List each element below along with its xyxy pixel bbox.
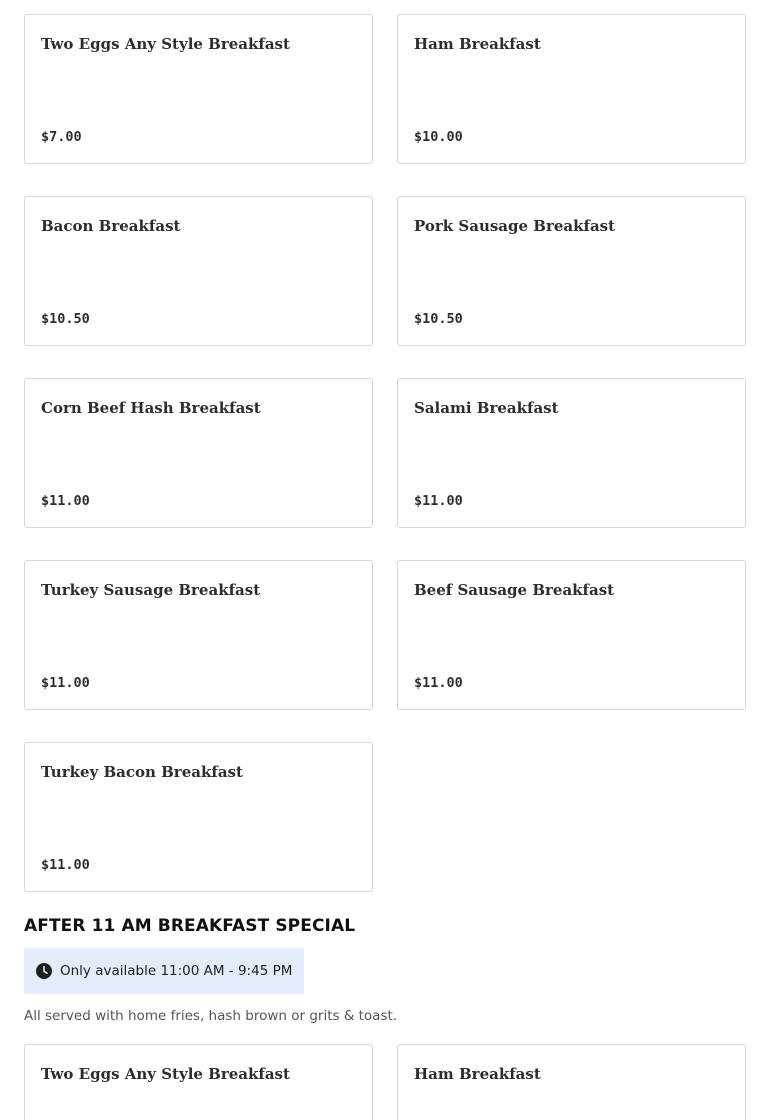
menu-item-card[interactable] xyxy=(397,14,746,164)
menu-item-name: Beef Sausage Breakfast xyxy=(414,581,615,599)
menu-item-price: $11.00 xyxy=(414,675,463,691)
menu-item-price: $10.00 xyxy=(414,129,463,145)
menu-item-name: Two Eggs Any Style Breakfast xyxy=(41,1065,290,1083)
menu-item-card[interactable] xyxy=(24,14,373,164)
menu-item-name: Bacon Breakfast xyxy=(41,217,181,235)
menu-item-card[interactable] xyxy=(24,742,373,892)
menu-item-name: Turkey Sausage Breakfast xyxy=(41,581,261,599)
menu-item-price: $10.50 xyxy=(414,311,463,327)
menu-item-name: Two Eggs Any Style Breakfast xyxy=(41,35,290,53)
menu-item-card[interactable] xyxy=(397,1044,746,1120)
menu-item-card[interactable] xyxy=(24,560,373,710)
menu-item-card[interactable] xyxy=(397,560,746,710)
menu-item-price: $11.00 xyxy=(41,675,90,691)
menu-item-price: $11.00 xyxy=(41,857,90,873)
special-items-grid xyxy=(24,1044,746,1120)
menu-item-card[interactable] xyxy=(397,378,746,528)
menu-item-card[interactable] xyxy=(24,1044,373,1120)
menu-item-card[interactable] xyxy=(397,196,746,346)
menu-item-price: $7.00 xyxy=(41,129,82,145)
availability-badge xyxy=(24,948,304,994)
menu-item-name: Salami Breakfast xyxy=(414,399,559,417)
menu-items-grid xyxy=(24,14,746,892)
menu-item-name: Pork Sausage Breakfast xyxy=(414,217,616,235)
menu-item-name: Ham Breakfast xyxy=(414,1065,541,1083)
menu-item-name: Turkey Bacon Breakfast xyxy=(41,763,243,781)
menu-item-price: $11.00 xyxy=(41,493,90,509)
availability-text: Only available 11:00 AM - 9:45 PM xyxy=(60,963,293,979)
menu-item-price: $10.50 xyxy=(41,311,90,327)
menu-item-card[interactable] xyxy=(24,378,373,528)
menu-item-name: Corn Beef Hash Breakfast xyxy=(41,399,261,417)
menu-item-card[interactable] xyxy=(24,196,373,346)
menu-item-price: $11.00 xyxy=(414,493,463,509)
menu-item-name: Ham Breakfast xyxy=(414,35,541,53)
section-description: All served with home fries, hash brown or grits & toast. xyxy=(24,1008,398,1024)
clock-icon xyxy=(36,963,52,979)
section-title: AFTER 11 AM BREAKFAST SPECIAL xyxy=(24,916,356,936)
